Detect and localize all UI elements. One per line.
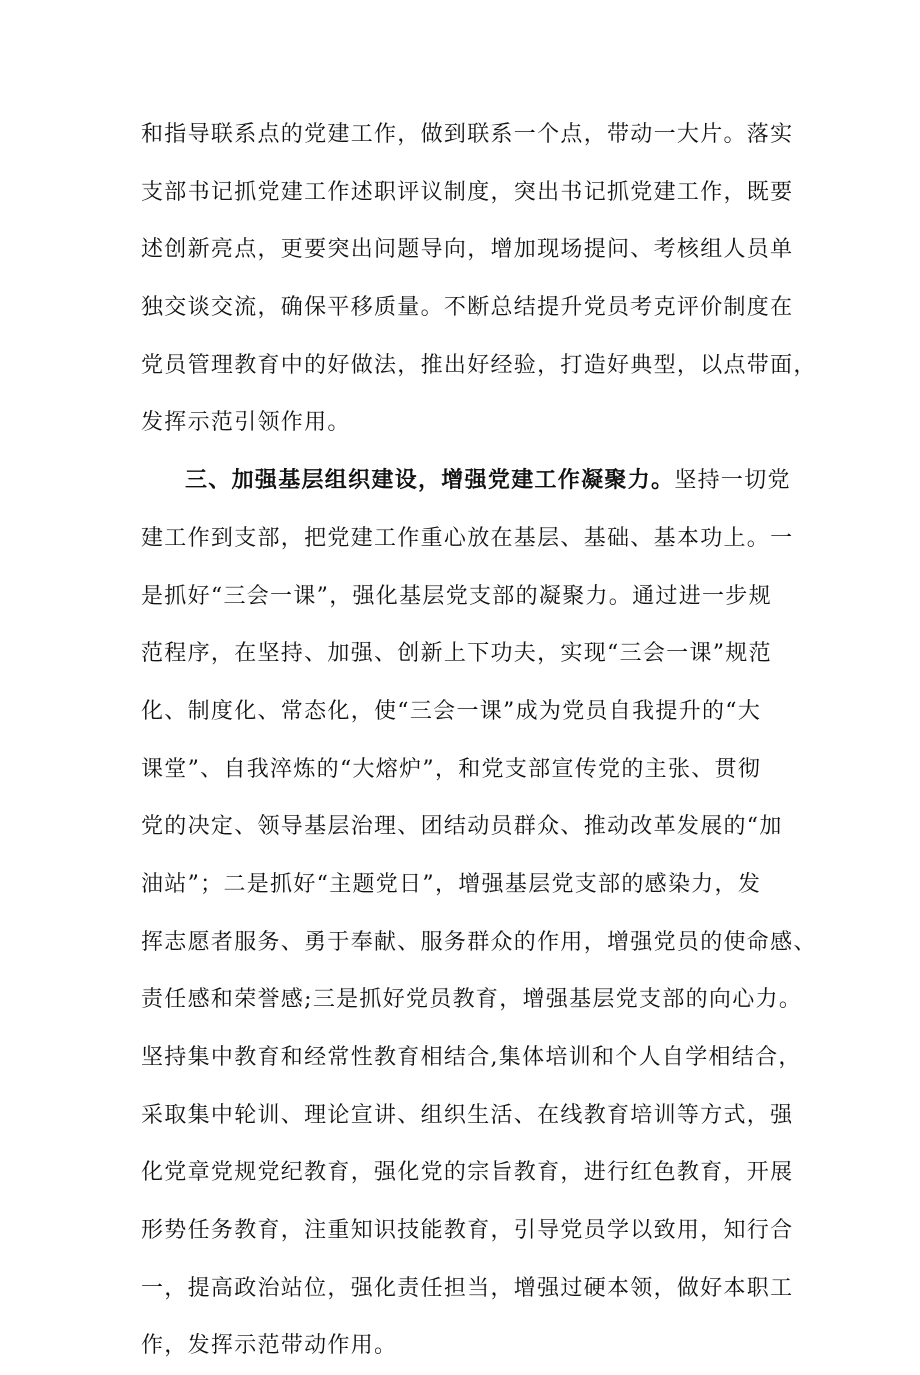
text-line: 责任感和荣誉感;三是抓好党员教育，增强基层党支部的向心力。 (141, 987, 803, 1013)
text-line: 是抓好“三会一课”，强化基层党支部的凝聚力。通过进一步规 (141, 583, 772, 609)
text-line: 化党章党规党纪教育，强化党的宗旨教育，进行红色教育，开展 (141, 1160, 794, 1186)
text-line: 范程序，在坚持、加强、创新上下功夫，实现“三会一课”规范 (141, 641, 772, 667)
text-line: 采取集中轮训、理论宣讲、组织生活、在线教育培训等方式，强 (141, 1102, 794, 1128)
section-3-first-line (141, 452, 801, 510)
text-line: 形势任务教育，注重知识技能教育，引导党员学以致用，知行合 (141, 1218, 794, 1244)
text-line: 挥志愿者服务、勇于奉献、服务群众的作用，增强党员的使命感、 (141, 929, 817, 955)
text-line: 述创新亮点，更要突出问题导向，增加现场提问、考核组人员单 (141, 237, 794, 263)
text-line: 和指导联系点的党建工作，做到联系一个点，带动一大片。落实 (141, 122, 794, 147)
body-text (141, 106, 817, 1375)
section-3-heading: 三、加强基层组织建设，增强党建工作凝聚力。 (185, 467, 675, 494)
text-line: 党的决定、领导基层治理、团结动员群众、推动改革发展的“加 (141, 814, 783, 840)
text-line: 作，发挥示范带动作用。 (141, 1333, 398, 1359)
text-line: 课堂”、自我淬炼的“大熔炉”，和党支部宣传党的主张、贯彻 (141, 756, 762, 782)
text-line: 建工作到支部，把党建工作重心放在基层、基础、基本功上。一 (141, 525, 794, 551)
text-line: 坚持集中教育和经常性教育相结合,集体培训和个人自学相结合， (141, 1045, 802, 1070)
text-line: 油站”；二是抓好“主题党日”，增强基层党支部的感染力，发 (141, 871, 762, 897)
text-line: 支部书记抓党建工作述职评议制度，突出书记抓党建工作，既要 (141, 179, 794, 205)
text-line: 一，提高政治站位，强化责任担当，增强过硬本领，做好本职工 (141, 1275, 794, 1301)
text-line: 化、制度化、常态化，使“三会一课”成为党员自我提升的“大 (141, 698, 762, 724)
section-3-first-line-rest: 坚持一切党 (674, 468, 791, 494)
text-line: 党员管理教育中的好做法，推出好经验，打造好典型，以点带面， (141, 352, 817, 378)
text-line: 发挥示范引领作用。 (141, 410, 351, 436)
text-line: 独交谈交流，确保平移质量。不断总结提升党员考克评价制度在 (141, 295, 794, 321)
